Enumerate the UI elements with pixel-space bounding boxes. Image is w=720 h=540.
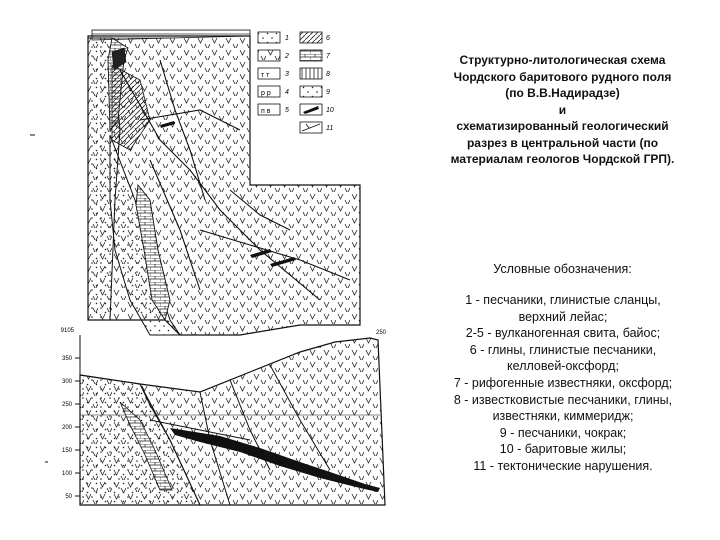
section-tick-250: 250	[61, 402, 72, 408]
key-number-4: 4	[285, 89, 289, 96]
legend-list	[418, 292, 708, 475]
legend-line: 7 - рифогенные известняки, оксфорд;	[453, 375, 673, 390]
legend-heading: Условные обозначения:	[493, 262, 632, 276]
svg-text:п в: п в	[261, 108, 271, 115]
legend-line: верхний лейас;	[518, 309, 608, 324]
title-line: и	[558, 102, 567, 117]
key-number-10: 10	[326, 107, 334, 114]
title-line: Чордского баритового рудного поля	[453, 69, 672, 84]
section-right-label: 250	[376, 330, 387, 336]
key-number-9: 9	[326, 89, 330, 96]
key-number-1: 1	[285, 35, 289, 42]
legend-line: 9 - песчаники, чокрак;	[499, 425, 627, 440]
section-axis-top: 9105	[60, 328, 74, 334]
key-number-11: 11	[326, 125, 334, 132]
legend-line: 6 - глины, глинистые песчаники,	[469, 342, 657, 357]
legend-line: известняки, киммеридж;	[492, 409, 634, 424]
svg-text:т т: т т	[261, 72, 270, 79]
section-tick-350: 350	[61, 356, 72, 362]
svg-text:р р: р р	[261, 90, 271, 97]
key-number-3: 3	[285, 71, 289, 78]
title-line: схематизированный геологический	[456, 119, 669, 133]
legend-line: 11 - тектонические нарушения.	[473, 458, 653, 473]
map-legend-key	[258, 32, 334, 133]
legend-line: 8 - известковистые песчаники, глины,	[453, 392, 673, 407]
title-line: разрез в центральной части (по	[466, 135, 659, 150]
key-number-7: 7	[326, 53, 330, 60]
key-number-8: 8	[326, 71, 330, 78]
legend-line: 2-5 - вулканогенная свита, байос;	[465, 326, 661, 341]
section-tick-150: 150	[61, 448, 72, 454]
section-tick-300: 300	[61, 379, 72, 385]
section-tick-50: 50	[65, 494, 72, 500]
title-line: материалам геологов Чордской ГРП).	[450, 152, 675, 166]
key-number-2: 2	[285, 53, 289, 60]
legend-line: келловей-оксфорд;	[507, 359, 619, 374]
figure-title	[420, 52, 705, 168]
title-line: Структурно-литологическая схема	[459, 53, 666, 67]
key-number-6: 6	[326, 35, 330, 42]
legend-line: 10 - баритовые жилы;	[499, 442, 627, 457]
section-tick-100: 100	[61, 471, 72, 477]
legend-line: 1 - песчаники, глинистые сланцы,	[465, 293, 661, 307]
title-line: (по В.В.Надирадзе)	[505, 86, 620, 100]
section-tick-200: 200	[61, 425, 72, 431]
key-number-5: 5	[285, 107, 289, 114]
geological-cross-section	[45, 328, 387, 505]
